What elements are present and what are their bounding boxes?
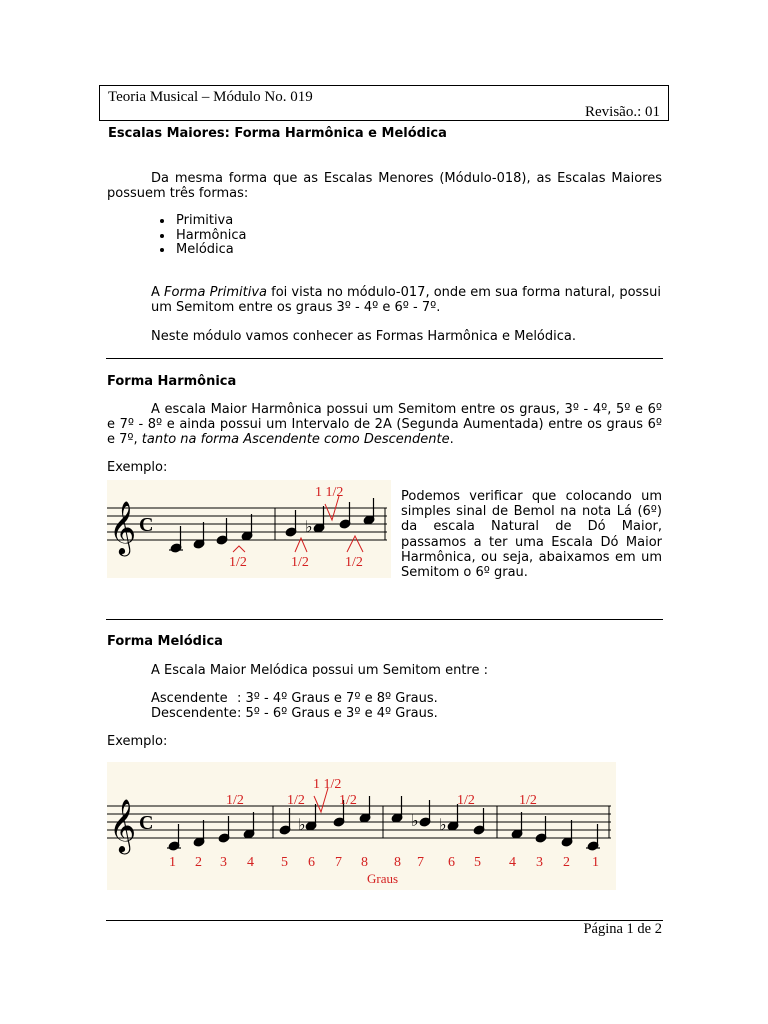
melodic-staff-svg	[107, 762, 616, 890]
degree-label: 4	[509, 855, 516, 870]
degree-label: 6	[308, 855, 315, 870]
header-box	[99, 85, 669, 121]
ascending-label: Ascendente	[151, 691, 228, 706]
melodic-paragraph: A Escala Maior Melódica possui um Semitom entre :	[151, 663, 488, 678]
degree-label: 7	[335, 855, 342, 870]
melodic-half-label: 1/2	[287, 793, 305, 808]
degree-label: 8	[394, 855, 401, 870]
page-number: Página 1 de 2	[583, 921, 662, 937]
flat-icon: ♭	[298, 817, 306, 834]
descending-text: : 5º - 6º Graus e 3º e 4º Graus.	[237, 706, 438, 721]
melodic-heading: Forma Melódica	[107, 634, 223, 649]
harmonic-paragraph	[107, 402, 662, 447]
intro-paragraph: Da mesma forma que as Escalas Menores (Módulo-018), as Escalas Maiores possuem três formas:	[107, 171, 662, 201]
ascending-text: : 3º - 4º Graus e 7º e 8º Graus.	[237, 691, 438, 706]
primitive-paragraph	[151, 285, 663, 315]
divider	[106, 920, 663, 921]
degree-label: 4	[247, 855, 254, 870]
flat-icon: ♭	[439, 817, 447, 834]
flat-icon: ♭	[305, 519, 313, 536]
melodic-half-label: 1/2	[339, 793, 357, 808]
list-item: • Primitiva	[174, 214, 246, 229]
list-item: • Melódica	[174, 243, 246, 258]
degree-label: 5	[474, 855, 481, 870]
melodic-staff	[107, 762, 616, 890]
harmonic-emphasis: tanto na forma Ascendente como Descendente	[141, 432, 450, 447]
degree-label: 6	[448, 855, 455, 870]
revision-label: Revisão.: 01	[585, 104, 660, 120]
harmonic-text: A escala Maior Harmônica possui um Semitom entre os graus, 3º - 4º, 5º e 6º e 7º - 8º e ainda possui um Intervalo de 2A (Segunda Aumentada) entre os graus 6º e 7º,	[107, 402, 662, 447]
harmonic-half-label: 1/2	[291, 555, 309, 570]
degree-label: 1	[592, 855, 599, 870]
harmonic-top-label: 1 1/2	[315, 485, 344, 500]
melodic-half-label: 1/2	[519, 793, 537, 808]
module-intro: Neste módulo vamos conhecer as Formas Harmônica e Melódica.	[151, 329, 576, 344]
harmonic-half-label: 1/2	[345, 555, 363, 570]
melodic-half-label: 1/2	[457, 793, 475, 808]
degree-label: 2	[195, 855, 202, 870]
document-title: Teoria Musical – Módulo No. 019	[108, 89, 313, 105]
primitive-prefix: A	[151, 285, 165, 300]
list-item: • Harmônica	[174, 229, 246, 244]
melodic-half-label: 1/2	[226, 793, 244, 808]
degree-label: 7	[417, 855, 424, 870]
time-signature: C	[139, 812, 154, 834]
primitive-rest: foi vista no módulo-017, onde em sua forma natural, possui um Semitom entre os graus 3º - 4º e 6º - 7º.	[151, 285, 661, 315]
degree-label: 5	[281, 855, 288, 870]
treble-clef-icon: 𝄞	[109, 502, 137, 553]
flat-icon: ♭	[411, 813, 419, 830]
melodic-example-label: Exemplo:	[107, 734, 168, 749]
harmonic-half-label: 1/2	[229, 555, 247, 570]
degree-label: 3	[220, 855, 227, 870]
harmonic-end: .	[449, 432, 454, 447]
harmonic-heading: Forma Harmônica	[107, 374, 237, 389]
degree-label: 8	[361, 855, 368, 870]
degrees-caption: Graus	[367, 871, 399, 886]
melodic-top-label: 1 1/2	[313, 777, 342, 792]
treble-clef-icon: 𝄞	[109, 800, 137, 851]
descending-label: Descendente	[151, 706, 237, 721]
harmonic-side-text: Podemos verificar que colocando um simples sinal de Bemol na nota Lá (6º) da escala Natural de Dó Maior, passamos a ter uma Escala Dó Maior Harmônica, ou seja, abaixamos em um Semitom o 6º grau.	[401, 489, 662, 581]
harmonic-staff	[107, 480, 391, 578]
primitive-emphasis: Forma Primitiva	[164, 285, 268, 300]
time-signature: C	[139, 514, 154, 536]
harmonic-example-label: Exemplo:	[107, 460, 168, 475]
forms-list	[150, 214, 246, 258]
divider	[106, 358, 663, 359]
harmonic-staff-svg	[107, 480, 391, 578]
divider	[106, 619, 663, 620]
degree-label: 1	[169, 855, 176, 870]
ascending-row	[151, 691, 438, 706]
degree-label: 2	[563, 855, 570, 870]
degree-label: 3	[536, 855, 543, 870]
section-title: Escalas Maiores: Forma Harmônica e Melódica	[108, 126, 447, 141]
descending-row	[151, 706, 438, 721]
